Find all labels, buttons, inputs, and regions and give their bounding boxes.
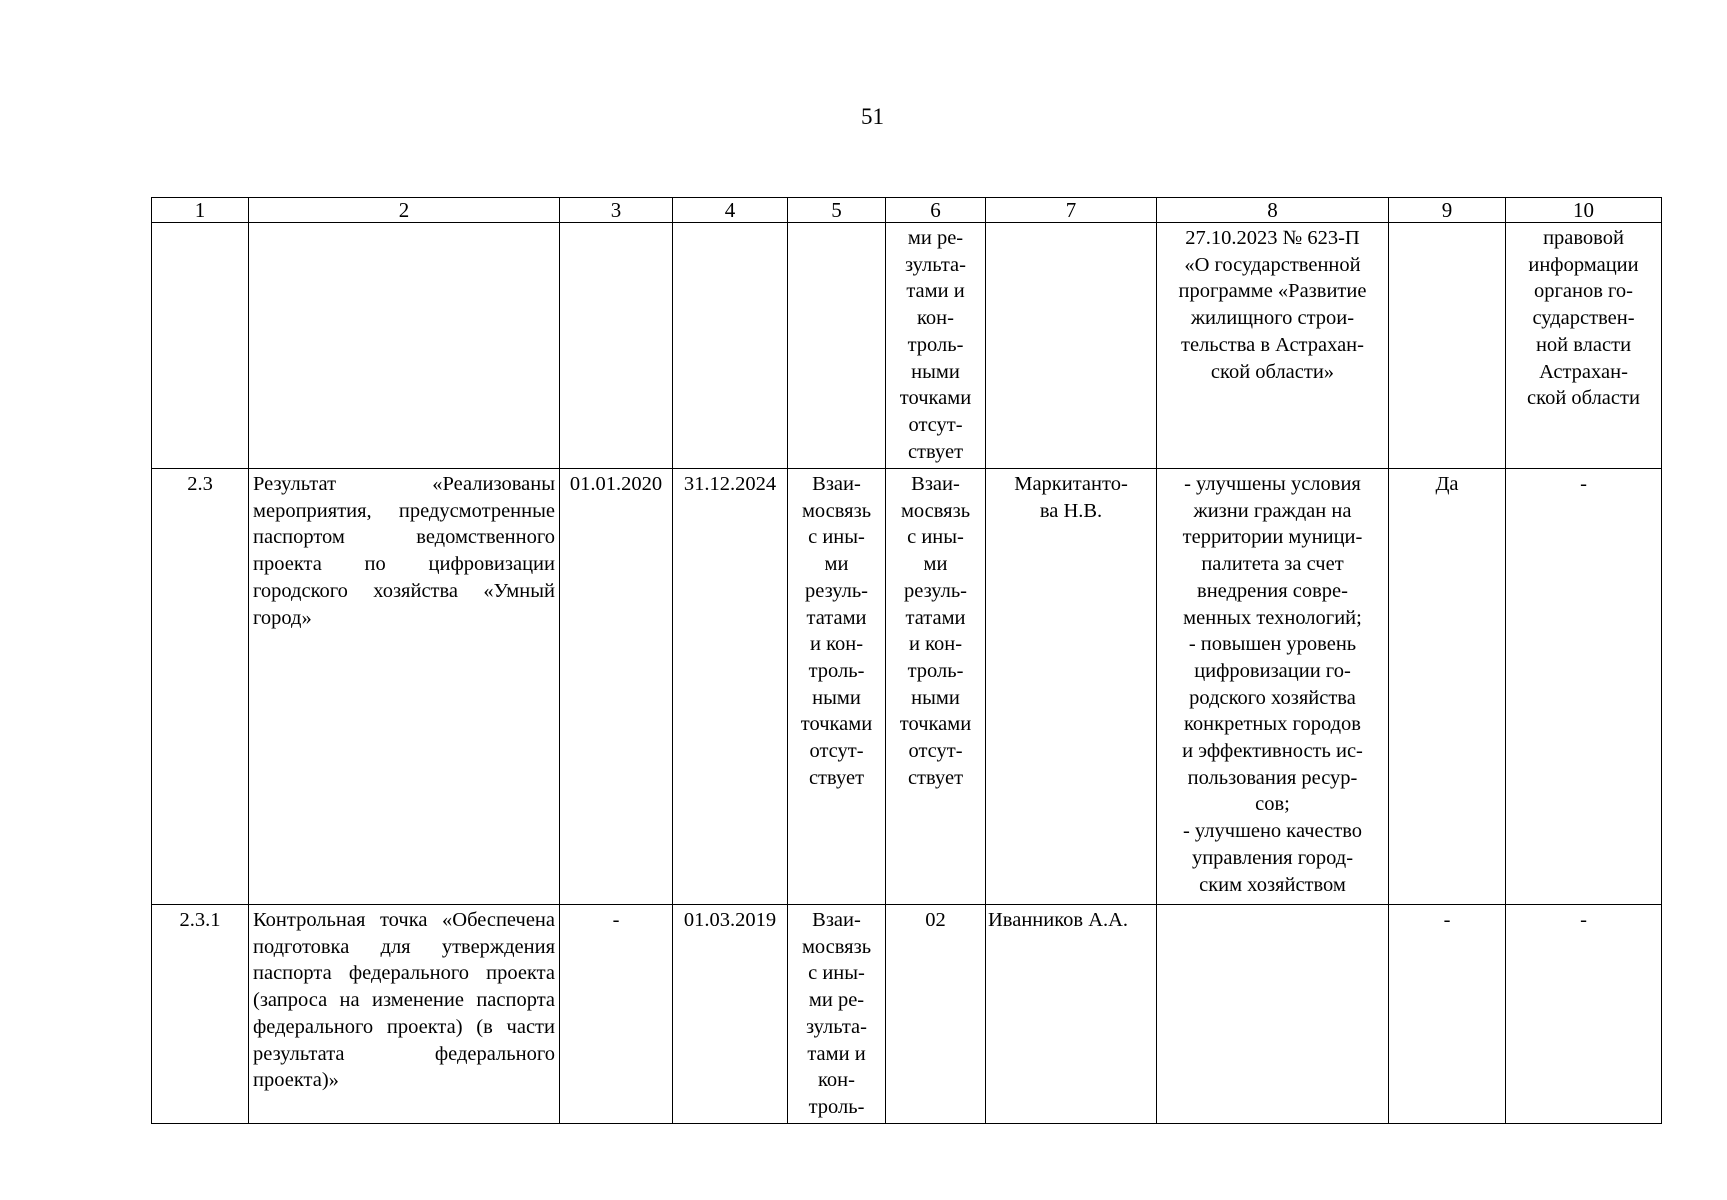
flag-cell (1389, 223, 1506, 469)
column-number: 9 (1389, 198, 1506, 223)
table-row (152, 223, 1662, 469)
column-number: 1 (152, 198, 249, 223)
info-system-cell: правовой информации органов го- сударствен- ной власти Астрахан- ской области (1506, 223, 1662, 469)
flag-cell: Да (1389, 469, 1506, 905)
title-cell: Результат «Реализованы мероприятия, предусмотренные паспортом ведомственного проекта по цифровизации городского хозяйства «Умный город» (249, 469, 560, 905)
relation-cell: 02 (886, 905, 986, 1124)
column-number: 10 (1506, 198, 1662, 223)
relation-cell: Взаи- мосвязь с ины- ми резуль- татами и кон- троль- ными точками отсут- ствует (788, 469, 886, 905)
row-number-cell (152, 223, 249, 469)
column-number: 6 (886, 198, 986, 223)
flag-cell: - (1389, 905, 1506, 1124)
end-date-cell (673, 223, 788, 469)
end-date-cell: 01.03.2019 (673, 905, 788, 1124)
start-date-cell: 01.01.2020 (560, 469, 673, 905)
relation-cell: ми ре- зульта- тами и кон- троль- ными точками отсут- ствует (886, 223, 986, 469)
info-system-cell: - (1506, 905, 1662, 1124)
responsible-cell: Маркитанто- ва Н.В. (986, 469, 1157, 905)
relation-cell: Взаи- мосвязь с ины- ми ре- зульта- тами и кон- троль- (788, 905, 886, 1124)
plan-table (151, 197, 1662, 1124)
description-cell: 27.10.2023 № 623-П «О государственной программе «Развитие жилищного строи- тельства в Астрахан- ской области» (1157, 223, 1389, 469)
column-number: 5 (788, 198, 886, 223)
column-number-row (152, 198, 1662, 223)
table-row (152, 469, 1662, 905)
responsible-cell: Иванников А.А. (986, 905, 1157, 1124)
title-cell (249, 223, 560, 469)
description-cell (1157, 905, 1389, 1124)
row-number-cell: 2.3 (152, 469, 249, 905)
column-number: 7 (986, 198, 1157, 223)
info-system-cell: - (1506, 469, 1662, 905)
title-cell: Контрольная точка «Обеспечена подготовка для утверждения паспорта федерального проекта (запроса на изменение паспорта федерального проекта) (в части результата федерального проекта)» (249, 905, 560, 1124)
description-cell: - улучшены условия жизни граждан на территории муници- палитета за счет внедрения совре- менных технологий; - повышен уровень цифровизации го- родского хозяйства конкретных городов и эффективность ис- пользования ресур- сов; - улучшено качество управления город- ским хозяйством (1157, 469, 1389, 905)
column-number: 8 (1157, 198, 1389, 223)
column-number: 2 (249, 198, 560, 223)
row-number-cell: 2.3.1 (152, 905, 249, 1124)
responsible-cell (986, 223, 1157, 469)
page-number: 51 (861, 104, 884, 129)
relation-cell: Взаи- мосвязь с ины- ми резуль- татами и кон- троль- ными точками отсут- ствует (886, 469, 986, 905)
column-number: 4 (673, 198, 788, 223)
end-date-cell: 31.12.2024 (673, 469, 788, 905)
start-date-cell (560, 223, 673, 469)
relation-cell (788, 223, 886, 469)
column-number: 3 (560, 198, 673, 223)
start-date-cell: - (560, 905, 673, 1124)
table-row (152, 905, 1662, 1124)
